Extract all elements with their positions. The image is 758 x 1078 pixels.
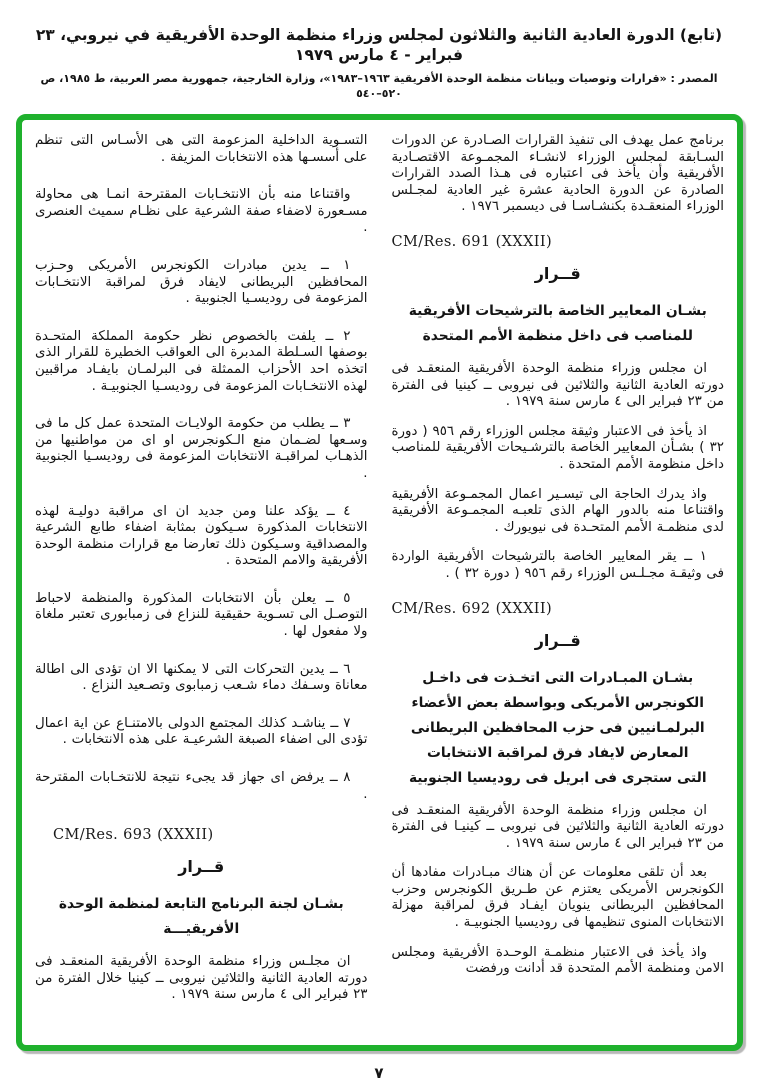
paragraph: بعد أن تلقى معلومات عن أن هناك مبـادرات مفادها أن الكونجرس الأمريكى يعتزم عن طـريق الكونجرس وحزب المحافظين البريطانى ينويان ايفـاد فرق لمراقبة مهزلة الانتخابات المنوى تنظيمها فى روديسيا الجنوبيـة . [391, 865, 724, 931]
paragraph: ٧ ــ يناشـد كذلك المجتمع الدولى بالامتنـاع عن اية اعمال تؤدى الى اضفاء الصبغة الشرعيـة على هذه الانتخابات . [35, 715, 368, 748]
resolution-word: قــرار [534, 630, 581, 650]
resolution-code: CM/Res. 691 (XXXII) [391, 233, 553, 250]
session-title: (تابع) الدورة العادية الثانية والثلاثون لمجلس وزراء منظمة الوحدة الأفريقية في نيروبي، ٢٣ فبراير - ٤ مارس ١٩٧٩ [35, 26, 723, 64]
resolution-code: CM/Res. 692 (XXXII) [391, 600, 553, 617]
resolution-heading-line: الأفريقيـــة [163, 921, 240, 938]
paragraph: ان مجلس وزراء منظمة الوحدة الأفريقية المنعقـد فى دورته العادية الثانية والثلاثين فى نيروبى ــ كينيا فى الفترة من ٢٣ فبراير الى ٤ مارس سنة ١٩٧٩ . [391, 360, 724, 410]
paragraph: ٣ ــ يطلب من حكومة الولايـات المتحدة عمل كل ما فى وسـعها لضـمان منع الـكونجرس او اى من مواطنيها من الذهـاب لمراقبـة الانتخابات المزعومة فى روديسـيا الجنوبية . [35, 416, 368, 481]
resolution-heading-line: بشـان لجنة البرنامج التابعة لمنظمة الوحدة [58, 896, 344, 913]
resolution-heading-line: بشـان المبـادرات التى اتخـذت فى داخـل [422, 669, 694, 686]
resolution-code: CM/Res. 693 (XXXII) [53, 827, 214, 844]
paragraph: ٦ ــ يدين التحركات التى لا يمكنها الا ان تؤدى الى اطالة معاناة وسـفك دماء شـعب زمبابوى وتصـعيد النزاع . [35, 661, 368, 694]
paragraph: ٢ ــ يلفت بالخصوص نظر حكومة المملكة المتحـدة بوصفها السـلطة المدبرة الى العواقب الخطيرة للقرار الذى اتخذه احد الأحزاب الممثلة فى البرلمـان بايفـاد مراقبين لهذه الانتخـابات المزعومة فى روديسـيا الجنوبيـة . [35, 328, 368, 394]
source-citation: المصدر : «قرارات وتوصيات وبيانات منظمة الوحدة الأفريقية ١٩٦٣–١٩٨٣»، وزارة الخارجية، جمهورية مصر العربية، ط ١٩٨٥، ص ٥٢٠–٥٤٠ [40, 72, 718, 100]
green-border-frame [16, 114, 743, 1051]
paragraph: ٥ ــ يعلن بأن الانتخابات المذكورة والمنظمة لاحباط التوصـل الى تسـوية حقيقية للنزاع فى زمبابورى تعتبر ملغاة ولا مفعول لها . [35, 590, 368, 640]
resolution-word: قــرار [534, 263, 581, 283]
column-right [392, 133, 725, 1035]
resolution-heading-line: الكونجرس الأمريكى وبواسطة بعض الأعضاء [411, 694, 704, 711]
paragraph: ان مجلس وزراء منظمة الوحدة الأفريقية المنعقـد فى دورته العادية الثانية والثلاثين فى نيروبى ــ كينيـا فى الفترة من ٢٣ فبراير الى ٤ مارس سنة ١٩٧٩ . [391, 802, 724, 851]
resolution-heading [392, 299, 725, 349]
resolution-heading-line: التى ستجرى فى ابريل فى روديسيا الجنوبية [408, 769, 707, 786]
resolution-word: قــرار [178, 857, 225, 877]
resolution-heading [35, 892, 368, 942]
paragraph: ٤ ــ يؤكد علنا ومن جديد ان اى مراقبة دوليـة لهذه الانتخابات المذكورة سـيكون بمثابة اضفاء طابع الشرعية والمصداقية وسـيكون ذلك تعارضا مع قرارات منظمة الوحدة الأفريقية والامم المتحدة . [35, 503, 368, 569]
column-left [35, 133, 368, 1035]
paragraph: واقتناعا منه بأن الانتخـابات المقترحة انمـا هى محاولة مسـعورة لاضفاء صفة الشرعية على نظـام سميث العنصرى . [35, 187, 368, 236]
paragraph: التسـوية الداخلية المزعومة التى هى الأسـاس التى تنظم على أسسـها هذه الانتخابات المزيفة . [35, 133, 368, 165]
paragraph: ١ ــ يقر المعايير الخاصة بالترشيحات الأفريقية الواردة فى وثيقـة مجـلـس الوزراء رقم ٩٥٦ ( دورة ٣٢ ) . [391, 549, 724, 581]
resolution-heading-line: المعارض لايفاد فرق لمراقبة الانتخابات [427, 744, 689, 761]
paragraph: واذ يدرك الحاجة الى تيسـير اعمال المجمـوعة الأفريقية واقتناعا منه بالدور الهام الذى تلعبـه المجمـوعة الأفريقية لدى منظمـة الأمم المتحـدة فى نيويورك . [391, 486, 724, 535]
text-columns [35, 133, 724, 1035]
paragraph: برنامج عمل يهدف الى تنفيذ القرارات الصـادرة عن الدورات السـابقة لمجلس الوزراء لانشـاء المجمـوعة الاقتصـادية الأفريقية وأن يأخذ فى اعتباره فى هـذا الصدد القرارات الصادرة عن الدورة الحادية عشرة غير العادية لمجـلس الوزراء المنعقـدة بكنشـاسـا فى ديسمبر ١٩٧٦ . [391, 133, 724, 215]
paragraph: ان مجلـس وزراء منظمة الوحدة الأفريقية المنعقـد فى دورته العادية الثانية والثلاثين نيروبى ــ كينيا خلال الفترة من ٢٣ فبراير الى ٤ مارس سنة ١٩٧٩ . [35, 954, 368, 1003]
resolution-heading-line: بشـان المعايير الخاصة بالترشيحات الأفريقية [408, 302, 707, 319]
page-number: ٧ [374, 1064, 384, 1078]
resolution-heading [392, 666, 725, 791]
resolution-heading-line: البرلمـانيين فى حزب المحافظين البريطانى [410, 719, 705, 736]
paragraph: ١ ــ يدين مبادرات الكونجرس الأمريكى وحـزب المحافظين البريطانى لايفاد فرق لمراقبة الانتخـابات المزعومة فى روديسـيا الجنوبية . [35, 257, 368, 307]
resolution-heading-line: للمناصب فى داخل منظمة الأمم المتحدة [422, 327, 693, 344]
page-header [0, 0, 758, 101]
paragraph: اذ يأخذ فى الاعتبار وثيقة مجلس الوزراء رقم ٩٥٦ ( دورة ٣٢ ) بشـأن المعايير الخاصة بالترشـيحات الأفريقية للمناصب داخل منظومة الأمم المتحدة . [391, 423, 724, 472]
paragraph: ٨ ــ يرفض اى جهاز قد يجىء نتيجة للانتخـابات المقترحة . [35, 770, 368, 802]
paragraph: واذ يأخذ فى الاعتبار منظمـة الوحـدة الأفريقية ومجلس الامن ومنظمة الأمم المتحدة قد أدانت ورفضت [391, 944, 724, 977]
